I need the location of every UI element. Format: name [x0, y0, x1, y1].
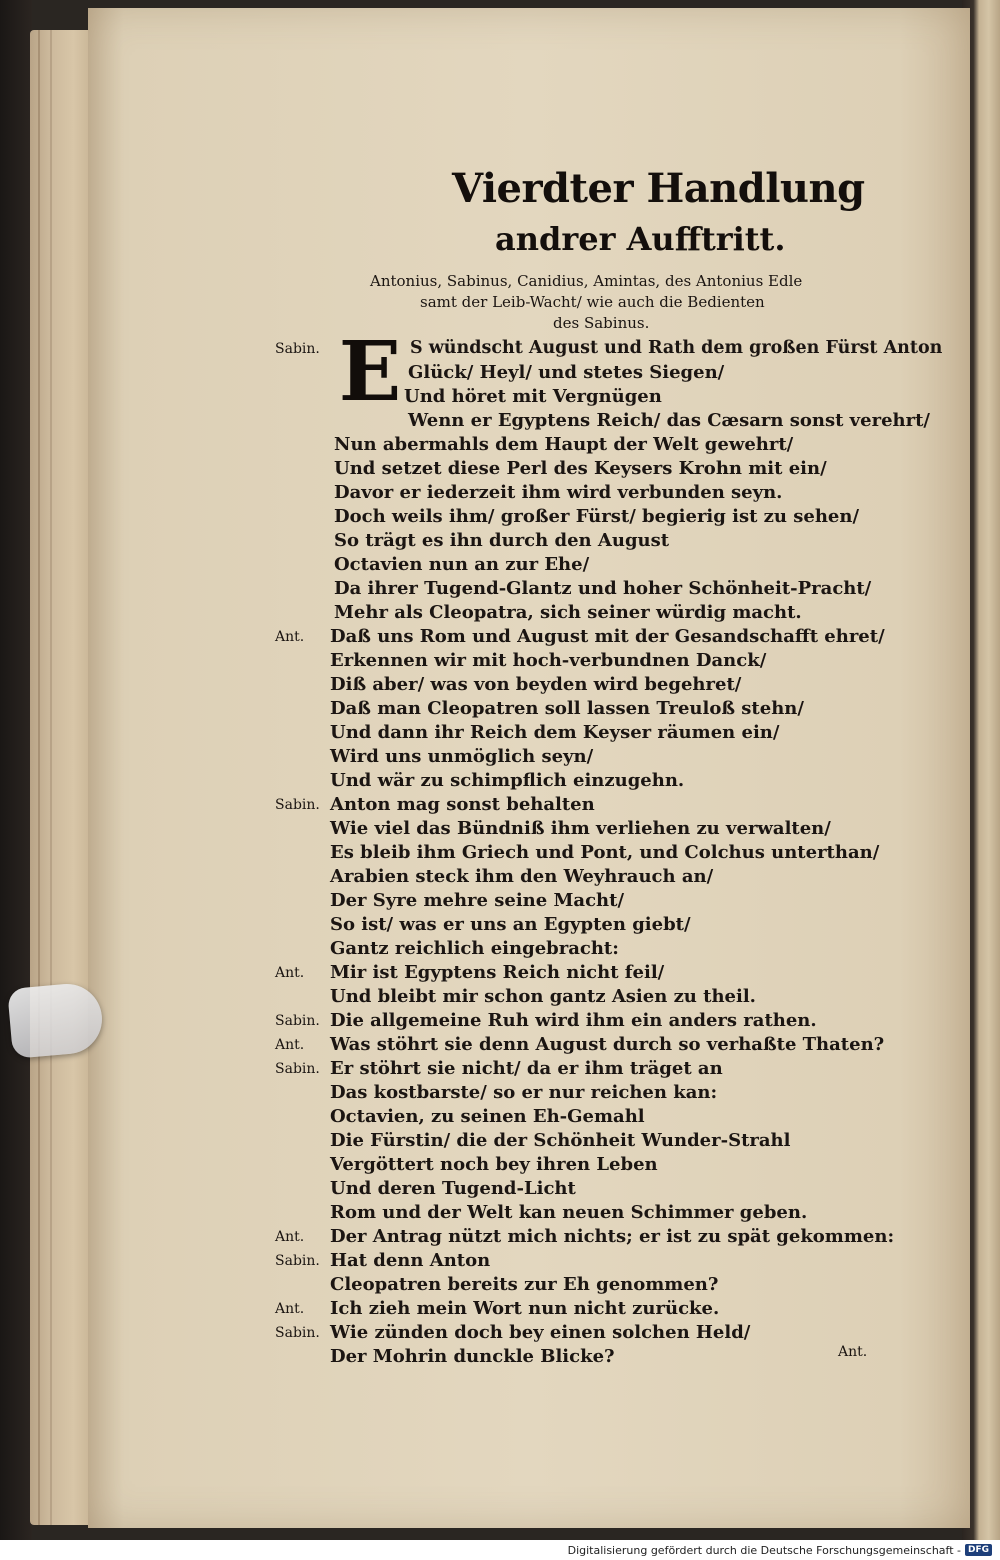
dialogue-line: Die Fürstin/ die der Schönheit Wunder-Strahl — [330, 1130, 791, 1151]
dfg-logo: DFG — [965, 1544, 992, 1556]
dialogue-line: Doch weils ihm/ großer Fürst/ begierig ist zu sehen/ — [334, 506, 860, 527]
dialogue-line: Octavien nun an zur Ehe/ — [334, 554, 590, 575]
dialogue-line: Arabien steck ihm den Weyhrauch an/ — [330, 866, 714, 887]
dialogue-line: Und bleibt mir schon gantz Asien zu theil. — [330, 986, 756, 1007]
dialogue-line: Die allgemeine Ruh wird ihm ein anders rathen. — [330, 1010, 817, 1031]
footer-text: Digitalisierung gefördert durch die Deutsche Forschungsgemeinschaft - — [567, 1543, 961, 1557]
dialogue-line: Anton mag sonst behalten — [330, 794, 595, 815]
speaker-label: Ant. — [275, 1037, 305, 1053]
dialogue-line: Davor er iederzeit ihm wird verbunden seyn. — [334, 482, 783, 503]
dialogue-line: Und deren Tugend-Licht — [330, 1178, 576, 1199]
dialogue-line: Daß uns Rom und August mit der Gesandschafft ehret/ — [330, 626, 885, 647]
dialogue-line: Glück/ Heyl/ und stetes Siegen/ — [408, 362, 725, 383]
dialogue-line: Der Antrag nützt mich nichts; er ist zu spät gekommen: — [330, 1226, 895, 1247]
background-left — [0, 0, 32, 1540]
dialogue-line: Da ihrer Tugend-Glantz und hoher Schönheit-Pracht/ — [334, 578, 872, 599]
dialogue-line: Gantz reichlich eingebracht: — [330, 938, 619, 959]
dialogue-line: Octavien, zu seinen Eh-Gemahl — [330, 1106, 645, 1127]
dialogue-line: Diß aber/ was von beyden wird begehret/ — [330, 674, 742, 695]
dialogue-line: Und dann ihr Reich dem Keyser räumen ein/ — [330, 722, 780, 743]
speaker-label: Ant. — [275, 1301, 305, 1317]
dialogue-line: Erkennen wir mit hoch-verbundnen Danck/ — [330, 650, 767, 671]
dialogue-line: Wie viel das Bündniß ihm verliehen zu verwalten/ — [330, 818, 831, 839]
heading-line-2: andrer Aufftritt. — [495, 220, 786, 258]
page-stack-left — [30, 30, 92, 1525]
dialogue-line: Rom und der Welt kan neuen Schimmer geben. — [330, 1202, 808, 1223]
dialogue-line: Hat denn Anton — [330, 1250, 491, 1271]
dialogue-line: Und höret mit Vergnügen — [404, 386, 662, 407]
dialogue-line: So ist/ was er uns an Egypten giebt/ — [330, 914, 691, 935]
dialogue-line: Nun abermahls dem Haupt der Welt gewehrt/ — [334, 434, 794, 455]
dialogue-line: S wündscht August und Rath dem großen Fürst Anton — [410, 338, 943, 358]
dialogue-line: Mehr als Cleopatra, sich seiner würdig macht. — [334, 602, 802, 623]
cast-line-2: samt der Leib-Wacht/ wie auch die Bedienten — [420, 293, 765, 311]
dialogue-line: Wenn er Egyptens Reich/ das Cæsarn sonst verehrt/ — [408, 410, 930, 431]
speaker-label: Sabin. — [275, 797, 320, 813]
heading-line-1: Vierdter Handlung — [452, 165, 865, 212]
speaker-label: Sabin. — [275, 341, 320, 357]
speaker-label: Sabin. — [275, 1325, 320, 1341]
dialogue-line: Der Mohrin dunckle Blicke? — [330, 1346, 615, 1367]
speaker-label: Sabin. — [275, 1253, 320, 1269]
dialogue-line: Was stöhrt sie denn August durch so verhaßte Thaten? — [330, 1034, 885, 1055]
dialogue-line: So trägt es ihn durch den August — [334, 530, 670, 551]
cast-line-3: des Sabinus. — [553, 314, 650, 332]
dialogue-line: Wie zünden doch bey einen solchen Held/ — [330, 1322, 751, 1343]
dialogue-line: Daß man Cleopatren soll lassen Treuloß stehn/ — [330, 698, 804, 719]
speaker-label: Ant. — [275, 629, 305, 645]
dialogue-line: Das kostbarste/ so er nur reichen kan: — [330, 1082, 718, 1103]
cast-line-1: Antonius, Sabinus, Canidius, Amintas, des Antonius Edle — [370, 272, 803, 290]
speaker-label: Sabin. — [275, 1013, 320, 1029]
speaker-label: Sabin. — [275, 1061, 320, 1077]
speaker-label: Ant. — [275, 1229, 305, 1245]
dialogue-line: Und wär zu schimpflich einzugehn. — [330, 770, 685, 791]
dialogue-line: Wird uns unmöglich seyn/ — [330, 746, 594, 767]
dialogue-line: Er stöhrt sie nicht/ da er ihm träget an — [330, 1058, 723, 1079]
dialogue-line: Mir ist Egyptens Reich nicht feil/ — [330, 962, 665, 983]
dialogue-line: Vergöttert noch bey ihren Leben — [330, 1154, 658, 1175]
dialogue-line: Es bleib ihm Griech und Pont, und Colchus unterthan/ — [330, 842, 880, 863]
catchword: Ant. — [838, 1344, 868, 1360]
footer-bar — [0, 1540, 1000, 1560]
dialogue-line: Cleopatren bereits zur Eh genommen? — [330, 1274, 719, 1295]
dialogue-line: Und setzet diese Perl des Keysers Krohn mit ein/ — [334, 458, 827, 479]
drop-cap-initial: E — [338, 324, 402, 420]
dialogue-line: Ich zieh mein Wort nun nicht zurücke. — [330, 1298, 720, 1319]
speaker-label: Ant. — [275, 965, 305, 981]
dialogue-line: Der Syre mehre seine Macht/ — [330, 890, 625, 911]
